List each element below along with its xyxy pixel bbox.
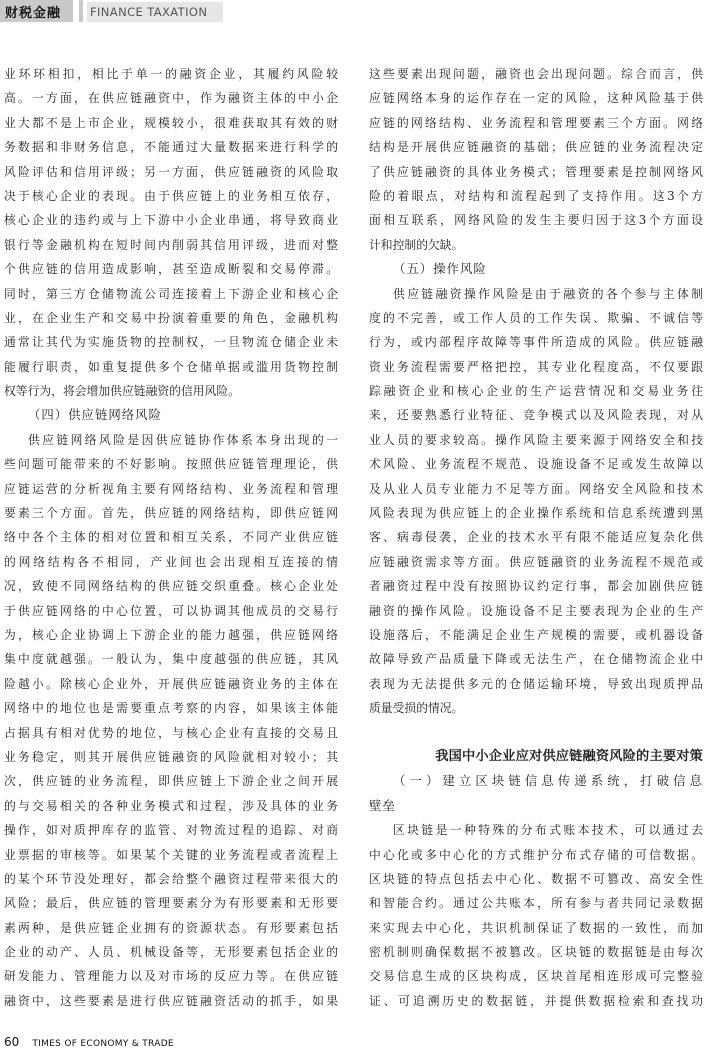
section-gap xyxy=(369,721,703,745)
page-footer xyxy=(4,1031,174,1050)
page-number: 60 xyxy=(4,1035,20,1049)
text-line: 融资中，这些要素是进行供应链融资活动的抓手，如果 xyxy=(4,993,338,1008)
text-line: 业环环相扣，相比于单一的融资企业，其履约风险较 xyxy=(4,67,338,81)
text-line: 来实现去中心化，共识机制保证了数据的一致性，而加 xyxy=(369,920,703,935)
text-line: 风险表现为供应链上的企业操作系统和信息系统遭到黑 xyxy=(369,506,703,521)
text-line: 通常让其代为实施货物的控制权，一旦物流仓储企业未 xyxy=(4,335,338,350)
text-line: 险的着眼点，对结构和流程起到了支持作用。这3个方 xyxy=(369,188,703,203)
text-line: 供应链网络风险是因供应链协作体系本身出现的一 xyxy=(28,432,338,447)
text-line: 应链网络本身的运作存在一定的风险，这种风险基于供 xyxy=(369,91,703,106)
text-line: 质量受损的情况。 xyxy=(369,701,464,716)
text-line: 集中度就越强。一般认为，集中度越强的供应链，其风 xyxy=(4,652,338,667)
text-line: 占据具有相对优势的地位，与核心企业有直接的交易且 xyxy=(4,725,338,740)
text-line: 险越小。除核心企业外，开展供应链融资业务的主体在 xyxy=(4,676,338,691)
text-line: 次，供应链的业务流程，即供应链上下游企业之间开展 xyxy=(4,774,338,789)
text-line: 同时，第三方仓储物流公司连接着上下游企业和核心企 xyxy=(4,286,338,301)
text-line: 业票据的审核等。如果某个关键的业务流程或者流程上 xyxy=(4,847,338,862)
text-line: 素两种，是供应链企业拥有的资源状态。有形要素包括 xyxy=(4,920,338,935)
text-line: 为，核心企业协调上下游企业的能力越强，供应链网络 xyxy=(4,627,338,642)
text-line: 度的不完善，或工作人员的工作失误、欺骗、不诚信等 xyxy=(369,310,703,325)
text-line: 能履行职责，如重复提供多个仓储单据或滥用货物控制 xyxy=(4,359,338,374)
section-title-countermeasures: 我国中小企业应对供应链融资风险的主要对策 xyxy=(435,748,703,764)
left-column xyxy=(4,62,338,1013)
text-line: 融资的操作风险。设施设备不足主要表现为企业的生产 xyxy=(369,603,703,618)
text-line: 要素三个方面。首先，供应链的网络结构，即供应链网 xyxy=(4,506,338,521)
journal-name: TIMES OF ECONOMY & TRADE xyxy=(32,1039,174,1049)
text-line: 业大都不是上市企业，规模较小，很难获取其有效的财 xyxy=(4,115,338,130)
text-line: 者融资过程中没有按照协议约定行事，都会加剧供应链 xyxy=(369,579,703,594)
text-line: 表现为无法提供多元的仓储运输环境，导致出现质押品 xyxy=(369,676,703,691)
header-section-en: FINANCE TAXATION xyxy=(87,2,223,22)
text-line: 交易信息生成的区块构成，区块首尾相连形成可完整验 xyxy=(369,969,703,984)
text-line: 个供应链的信用造成影响，甚至造成断裂和交易停滞。 xyxy=(4,262,338,277)
text-line: 计和控制的欠缺。 xyxy=(369,237,464,252)
text-line: 的网络结构各不相同，产业间也会出现相互连接的情 xyxy=(4,554,338,569)
text-line: 应链的网络结构、业务流程和管理要素三个方面。网络 xyxy=(369,115,703,130)
page-header xyxy=(0,0,709,22)
text-line: 应链运营的分析视角主要有网络结构、业务流程和管理 xyxy=(4,481,338,496)
text-line: 的某个环节没处理好，都会给整个融资过程带来很大的 xyxy=(4,871,338,886)
header-section-cn: 财税金融 xyxy=(5,6,62,21)
text-line: 中心化或多中心化的方式维护分布式存储的可信数据。 xyxy=(369,847,703,862)
text-line: 客、病毒侵袭，企业的技术水平有限不能适应复杂化供 xyxy=(369,530,703,545)
text-line: 研发能力、管理能力以及对市场的反应力等。在供应链 xyxy=(4,969,338,984)
text-line: 银行等金融机构在短时间内削弱其信用评级，进而对整 xyxy=(4,237,338,252)
text-line: 决于核心企业的表现。由于供应链上的业务相互依存， xyxy=(4,188,338,203)
text-line: 业务稳定，则其开展供应链融资的风险就相对较小；其 xyxy=(4,749,338,764)
text-line: 的与交易相关的各种业务模式和过程，涉及具体的业务 xyxy=(4,798,338,813)
text-line: 风险评估和信用评级；另一方面，供应链融资的风险取 xyxy=(4,164,338,179)
text-line: 术风险、业务流程不规范、设施设备不足或发生故障以 xyxy=(369,457,703,472)
text-line: 高。一方面，在供应链融资中，作为融资主体的中小企 xyxy=(4,91,338,106)
text-line: 核心企业的违约或与上下游中小企业串通，将导致商业 xyxy=(4,213,338,228)
text-line: 风险；最后，供应链的管理要素分为有形要素和无形要 xyxy=(4,896,338,911)
text-line: 供应链融资操作风险是由于融资的各个参与主体制 xyxy=(393,286,703,301)
text-line: 况，致使不同网络结构的供应链交织重叠。核心企业处 xyxy=(4,579,338,594)
right-column xyxy=(369,62,703,1013)
text-line: 业人员的要求较高。操作风险主要来源于网络安全和技 xyxy=(369,432,703,447)
subheading-operational-risk: （五）操作风险 xyxy=(393,261,487,277)
text-line: 资业务流程需要严格把控，其专业化程度高，不仅要跟 xyxy=(369,359,703,374)
text-line: 密机制则确保数据不被篡改。区块链的数据链是由每次 xyxy=(369,945,703,960)
text-line: 操作，如对质押库存的监管、对物流过程的追踪、对商 xyxy=(4,823,338,838)
text-line: 故障导致产品质量下降或无法生产，在仓储物流企业中 xyxy=(369,652,703,667)
subheading-blockchain: （一）建立区块链信息传递系统，打破信息 xyxy=(393,773,703,789)
text-line: 踪融资企业和核心企业的生产运营情况和交易业务往 xyxy=(369,384,703,399)
header-divider xyxy=(79,0,83,22)
text-line: 了供应链融资的具体业务模式；管理要素是控制网络风 xyxy=(369,164,703,179)
header-section-block xyxy=(0,0,73,22)
text-line: 权等行为，将会增加供应链融资的信用风险。 xyxy=(4,384,240,399)
text-line: 应链融资需求等方面。供应链融资的业务流程不规范或 xyxy=(369,554,703,569)
text-line: 来，还要熟悉行业特征、竞争模式以及风险表现，对从 xyxy=(369,408,703,423)
text-line: 务数据和非财务信息，不能通过大量数据来进行科学的 xyxy=(4,140,338,155)
text-line: 络中各个主体的相对位置和相互关系，不同产业供应链 xyxy=(4,530,338,545)
text-line: 这些要素出现问题，融资也会出现问题。综合而言，供 xyxy=(369,67,703,81)
text-line: 于供应链网络的中心位置，可以协调其他成员的交易行 xyxy=(4,603,338,618)
subheading-network-risk: （四）供应链网络风险 xyxy=(28,407,162,423)
text-line: 区块链的特点包括去中心化、数据不可篡改、高安全性 xyxy=(369,871,703,886)
text-line: 和智能合约。通过公共账本，所有参与者共同记录数据 xyxy=(369,896,703,911)
text-line: 证、可追溯历史的数据链，并提供数据检索和查找功 xyxy=(369,993,703,1008)
text-line: 设施落后，不能满足企业生产规模的需要，或机器设备 xyxy=(369,627,703,642)
text-line: 行为，或内部程序故障等事件所造成的风险。供应链融 xyxy=(369,335,703,350)
text-line: 面相互联系，网络风险的发生主要归因于这3个方面设 xyxy=(369,213,703,228)
text-line: 业，在企业生产和交易中扮演着重要的角色，金融机构 xyxy=(4,310,338,325)
text-line: 结构是开展供应链融资的基础；供应链的业务流程决定 xyxy=(369,140,703,155)
subheading-blockchain-cont: 壁垒 xyxy=(369,797,396,813)
text-line: 网络中的地位也是需要重点考察的内容，如果该主体能 xyxy=(4,701,338,716)
text-line: 企业的动产、人员、机械设备等，无形要素包括企业的 xyxy=(4,945,338,960)
text-line: 些问题可能带来的不好影响。按照供应链管理理论，供 xyxy=(4,457,338,472)
text-line: 及从业人员专业能力不足等方面。网络安全风险和技术 xyxy=(369,481,703,496)
text-line: 区块链是一种特殊的分布式账本技术，可以通过去 xyxy=(393,823,703,838)
